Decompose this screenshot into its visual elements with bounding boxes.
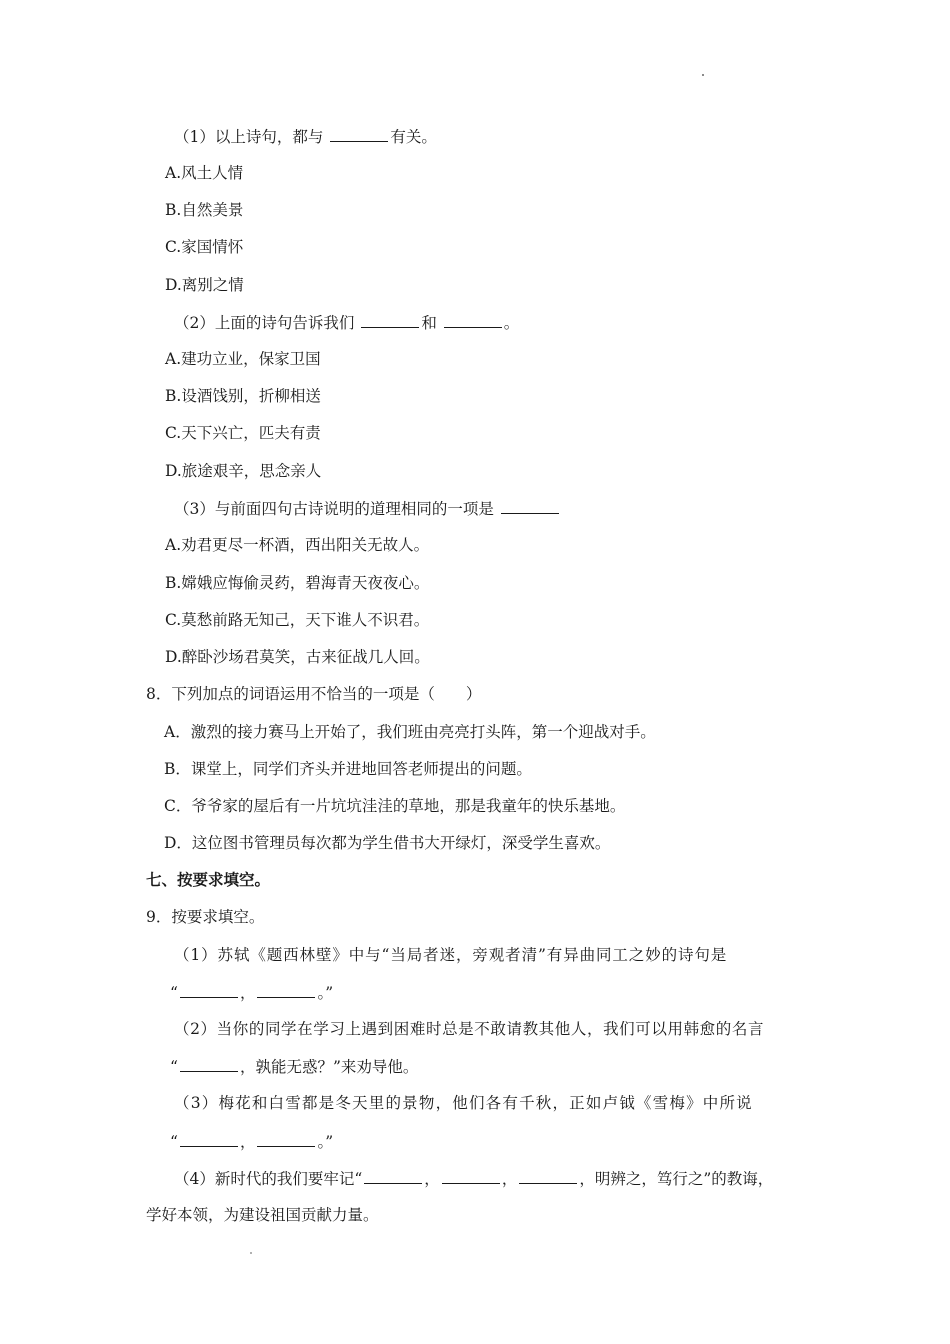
q1-stem-text: （1）以上诗句，都与 <box>174 128 324 146</box>
q3-option-a: A.劝君更尽一杯酒，西出阳关无故人。 <box>165 536 430 554</box>
p1-open-quote: “ <box>170 984 178 1002</box>
q9-p2-line1: （2）当你的同学在学习上遇到困难时总是不敢请教其他人，我们可以用韩愈的名言 <box>174 1020 765 1038</box>
q2-stem <box>174 312 519 333</box>
q9-p3-line1: （3）梅花和白雪都是冬天里的景物，他们各有千秋，正如卢钺《雪梅》中所说 <box>174 1094 753 1112</box>
p4-text-post: ，明辨之，笃行之”的教诲， <box>579 1170 774 1188</box>
q9-p1-blank-2[interactable] <box>257 982 315 998</box>
q9-p3-blank-2[interactable] <box>257 1131 315 1147</box>
q2-stem-text: （2）上面的诗句告诉我们 <box>174 314 355 332</box>
q3-answer-blank[interactable] <box>501 498 559 514</box>
page-speck <box>702 74 704 76</box>
q1-option-b: B.自然美景 <box>165 201 244 219</box>
q9-p2-line2 <box>170 1056 418 1077</box>
q2-option-b: B.设酒饯别，折柳相送 <box>165 387 321 405</box>
q9-p3-blank-1[interactable] <box>180 1131 238 1147</box>
q8-option-d: D．这位图书管理员每次都为学生借书大开绿灯，深受学生喜欢。 <box>164 834 611 852</box>
p2-open-quote: “ <box>170 1058 178 1076</box>
q9-p4-line1 <box>174 1168 773 1189</box>
q2-option-d: D.旅途艰辛，思念亲人 <box>165 462 322 480</box>
q9-p4-line2: 学好本领，为建设祖国贡献力量。 <box>146 1206 379 1224</box>
q2-stem-tail: 。 <box>503 314 520 332</box>
q3-option-b: B.嫦娥应悔偷灵药，碧海青天夜夜心。 <box>165 574 430 592</box>
q3-stem-text: （3）与前面四句古诗说明的道理相同的一项是 <box>174 500 494 518</box>
q8-option-a: A．激烈的接力赛马上开始了，我们班由亮亮打头阵，第一个迎战对手。 <box>164 723 656 741</box>
q2-option-a: A.建功立业，保家卫国 <box>165 350 321 368</box>
p4-comma-1: ， <box>424 1170 440 1188</box>
q2-answer-blank-2[interactable] <box>444 312 502 328</box>
q3-option-d: D.醉卧沙场君莫笑，古来征战几人回。 <box>165 648 430 666</box>
p2-close-text: ，孰能无惑？”来劝导他。 <box>239 1058 419 1076</box>
p4-text-pre: （4）新时代的我们要牢记“ <box>174 1170 363 1188</box>
p1-close-quote: 。” <box>317 984 334 1002</box>
p4-comma-2: ， <box>501 1170 518 1188</box>
section-heading: 七、按要求填空。 <box>146 870 271 889</box>
q9-p4-blank-1[interactable] <box>364 1168 422 1184</box>
q9-p1-blank-1[interactable] <box>180 982 238 998</box>
q1-option-c: C.家国情怀 <box>165 238 244 256</box>
p3-comma: ， <box>239 1133 256 1151</box>
q2-option-c: C.天下兴亡，匹夫有责 <box>165 424 321 442</box>
p3-open-quote: “ <box>170 1133 178 1151</box>
q1-stem <box>174 126 437 147</box>
p3-close-quote: 。” <box>317 1133 334 1151</box>
q9-p3-line2 <box>170 1131 333 1152</box>
q9-p1-line2 <box>170 982 333 1003</box>
q3-stem <box>174 498 561 519</box>
p1-comma: ， <box>239 984 256 1002</box>
q9-p2-blank[interactable] <box>180 1056 238 1072</box>
q2-stem-and: 和 <box>421 314 437 332</box>
q1-option-d: D.离别之情 <box>165 276 244 294</box>
q1-stem-tail: 有关。 <box>390 128 437 146</box>
q1-option-a: A.风土人情 <box>165 164 244 182</box>
q8-option-b: B．课堂上，同学们齐头并进地回答老师提出的问题。 <box>164 760 532 778</box>
q2-answer-blank-1[interactable] <box>361 312 419 328</box>
q8-option-c: C．爷爷家的屋后有一片坑坑洼洼的草地，那是我童年的快乐基地。 <box>164 797 626 815</box>
q9-stem: 9．按要求填空。 <box>146 908 265 926</box>
q3-option-c: C.莫愁前路无知己，天下谁人不识君。 <box>165 611 430 629</box>
q8-stem: 8．下列加点的词语运用不恰当的一项是（ ） <box>146 685 482 703</box>
q9-p4-blank-3[interactable] <box>519 1168 577 1184</box>
q1-answer-blank[interactable] <box>330 126 388 142</box>
page-speck-bottom <box>250 1252 252 1254</box>
q9-p4-blank-2[interactable] <box>442 1168 500 1184</box>
q9-p1-line1: （1）苏轼《题西林壁》中与“当局者迷，旁观者清”有异曲同工之妙的诗句是 <box>174 946 728 964</box>
